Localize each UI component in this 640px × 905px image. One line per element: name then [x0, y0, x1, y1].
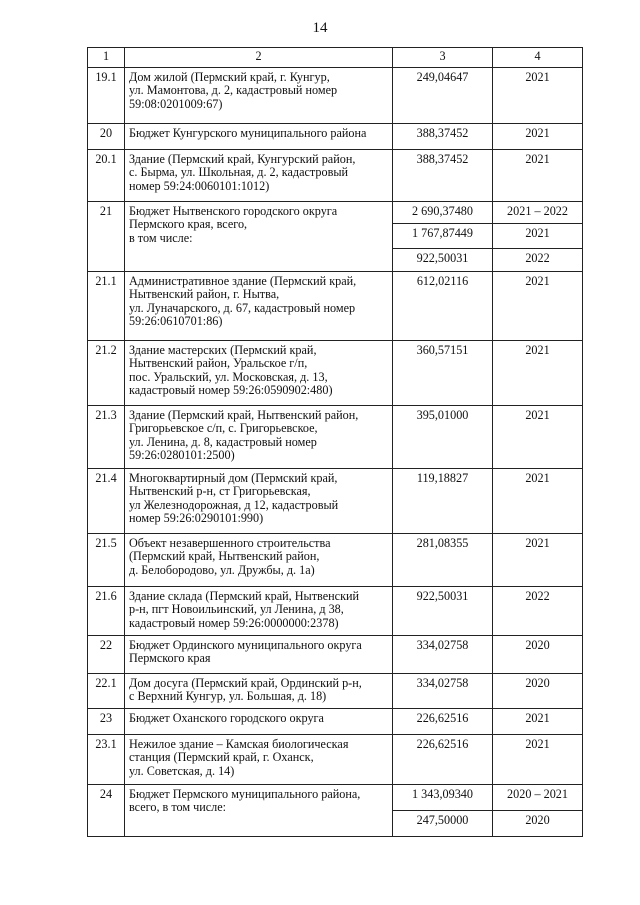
row-number: 21.3 — [88, 406, 125, 469]
row-number: 24 — [88, 785, 125, 837]
column-header: 2 — [125, 48, 393, 68]
description-line: в том числе: — [129, 230, 193, 245]
table-row — [88, 341, 583, 406]
row-description — [125, 272, 393, 341]
description-line: ул. Луначарского, д. 67, кадастровый номер — [129, 300, 356, 315]
amount-cell: 334,02758 — [393, 674, 493, 709]
description-line: номер 59:24:0060101:1012) — [129, 178, 270, 193]
table-body — [88, 68, 583, 837]
description-line: Нытвенский район, г. Нытва, — [129, 287, 280, 302]
year-cell: 2021 – 2022 — [493, 202, 583, 224]
row-number: 23 — [88, 709, 125, 735]
amount-cell: 388,37452 — [393, 150, 493, 202]
row-description — [125, 469, 393, 534]
description-line: пос. Уральский, ул. Московская, д. 13, — [129, 369, 328, 384]
year-cell: 2022 — [493, 249, 583, 272]
year-cell: 2020 — [493, 674, 583, 709]
amount-cell: 1 343,09340 — [393, 785, 493, 811]
table-row — [88, 709, 583, 735]
description-line: номер 59:26:0290101:990) — [129, 511, 264, 526]
description-line: (Пермский край, Нытвенский район, — [129, 549, 320, 564]
row-number: 22 — [88, 636, 125, 674]
row-number: 23.1 — [88, 735, 125, 785]
table-row — [88, 636, 583, 674]
row-number: 19.1 — [88, 68, 125, 124]
table-row — [88, 785, 583, 811]
row-description — [125, 124, 393, 150]
amount-cell: 226,62516 — [393, 709, 493, 735]
year-cell: 2020 — [493, 811, 583, 837]
row-description — [125, 341, 393, 406]
description-line: Пермского края, всего, — [129, 217, 248, 232]
table-row — [88, 150, 583, 202]
row-number: 21.4 — [88, 469, 125, 534]
row-number: 20.1 — [88, 150, 125, 202]
table-row — [88, 406, 583, 469]
amount-cell: 119,18827 — [393, 469, 493, 534]
table-row — [88, 587, 583, 636]
amount-cell: 922,50031 — [393, 249, 493, 272]
amount-cell: 388,37452 — [393, 124, 493, 150]
year-cell: 2021 — [493, 150, 583, 202]
description-line: кадастровый номер 59:26:0590902:480) — [129, 383, 333, 398]
description-line: Дом досуга (Пермский край, Ординский р-н, — [129, 676, 362, 690]
description-line: р-н, пгт Новоильинский, ул Ленина, д 38, — [129, 602, 344, 617]
description-line: Нежилое здание – Камская биологическая — [129, 737, 349, 751]
amount-cell: 249,04647 — [393, 68, 493, 124]
description-line: с Верхний Кунгур, ул. Большая, д. 18) — [129, 689, 327, 704]
description-line: ул. Мамонтова, д. 2, кадастровый номер — [129, 83, 338, 98]
row-number: 21.5 — [88, 534, 125, 587]
row-number: 21 — [88, 202, 125, 272]
year-cell: 2021 — [493, 341, 583, 406]
table-row — [88, 469, 583, 534]
description-line: Дом жилой (Пермский край, г. Кунгур, — [129, 70, 330, 84]
table-row — [88, 272, 583, 341]
amount-cell: 395,01000 — [393, 406, 493, 469]
description-line: 59:26:0610701:86) — [129, 314, 223, 329]
amount-cell: 334,02758 — [393, 636, 493, 674]
description-line: Бюджет Кунгурского муниципального района — [129, 126, 367, 140]
row-number: 21.1 — [88, 272, 125, 341]
description-line: 59:08:0201009:67) — [129, 96, 223, 111]
row-description — [125, 587, 393, 636]
description-line: д. Белобородово, ул. Дружбы, д. 1а) — [129, 562, 315, 577]
amount-cell: 247,50000 — [393, 811, 493, 837]
description-line: Бюджет Ординского муниципального округа — [129, 638, 362, 652]
description-line: кадастровый номер 59:26:0000000:2378) — [129, 615, 339, 630]
description-line: Здание мастерских (Пермский край, — [129, 343, 317, 357]
amount-cell: 1 767,87449 — [393, 224, 493, 249]
row-description — [125, 674, 393, 709]
year-cell: 2021 — [493, 68, 583, 124]
row-description — [125, 68, 393, 124]
description-line: Пермского края — [129, 651, 211, 666]
column-header: 1 — [88, 48, 125, 68]
row-description — [125, 406, 393, 469]
year-cell: 2021 — [493, 406, 583, 469]
row-description — [125, 202, 393, 272]
description-line: Здание (Пермский край, Кунгурский район, — [129, 152, 356, 166]
year-cell: 2021 — [493, 735, 583, 785]
column-header: 4 — [493, 48, 583, 68]
description-line: всего, в том числе: — [129, 800, 227, 815]
amount-cell: 2 690,37480 — [393, 202, 493, 224]
year-cell: 2021 — [493, 124, 583, 150]
year-cell: 2021 — [493, 224, 583, 249]
amount-cell: 360,57151 — [393, 341, 493, 406]
row-number: 20 — [88, 124, 125, 150]
description-line: Многоквартирный дом (Пермский край, — [129, 471, 338, 485]
description-line: Здание склада (Пермский край, Нытвенский — [129, 589, 360, 603]
year-cell: 2021 — [493, 469, 583, 534]
year-cell: 2021 — [493, 534, 583, 587]
description-line: Нытвенский район, Уральское г/п, — [129, 356, 308, 371]
year-cell: 2020 — [493, 636, 583, 674]
row-number: 22.1 — [88, 674, 125, 709]
description-line: ул. Ленина, д. 8, кадастровый номер — [129, 434, 317, 449]
table-header-row — [88, 48, 583, 68]
row-description — [125, 709, 393, 735]
table-row — [88, 124, 583, 150]
amount-cell: 226,62516 — [393, 735, 493, 785]
table-row — [88, 534, 583, 587]
amount-cell: 281,08355 — [393, 534, 493, 587]
description-line: с. Бырма, ул. Школьная, д. 2, кадастровый — [129, 165, 349, 180]
description-line: ул. Советская, д. 14) — [129, 763, 235, 778]
description-line: Бюджет Нытвенского городского округа — [129, 204, 338, 218]
table-row — [88, 202, 583, 224]
description-line: Нытвенский р-н, ст Григорьевская, — [129, 484, 311, 499]
description-line: Григорьевское с/п, с. Григорьевское, — [129, 421, 318, 436]
description-line: Бюджет Пермского муниципального района, — [129, 787, 361, 801]
description-line: 59:26:0280101:2500) — [129, 448, 235, 463]
table-row — [88, 674, 583, 709]
year-cell: 2020 – 2021 — [493, 785, 583, 811]
amount-cell: 922,50031 — [393, 587, 493, 636]
year-cell: 2022 — [493, 587, 583, 636]
description-line: станция (Пермский край, г. Оханск, — [129, 750, 314, 765]
row-description — [125, 636, 393, 674]
description-line: ул Железнодорожная, д 12, кадастровый — [129, 497, 339, 512]
description-line: Административное здание (Пермский край, — [129, 274, 357, 288]
description-line: Здание (Пермский край, Нытвенский район, — [129, 408, 359, 422]
budget-objects-table — [87, 47, 583, 837]
year-cell: 2021 — [493, 709, 583, 735]
row-number: 21.6 — [88, 587, 125, 636]
table-row — [88, 68, 583, 124]
column-header: 3 — [393, 48, 493, 68]
year-cell: 2021 — [493, 272, 583, 341]
table-row — [88, 735, 583, 785]
amount-cell: 612,02116 — [393, 272, 493, 341]
description-line: Объект незавершенного строительства — [129, 536, 331, 550]
row-number: 21.2 — [88, 341, 125, 406]
description-line: Бюджет Оханского городского округа — [129, 711, 324, 725]
row-description — [125, 534, 393, 587]
row-description — [125, 735, 393, 785]
row-description — [125, 150, 393, 202]
row-description — [125, 785, 393, 837]
page-number: 14 — [312, 20, 328, 36]
